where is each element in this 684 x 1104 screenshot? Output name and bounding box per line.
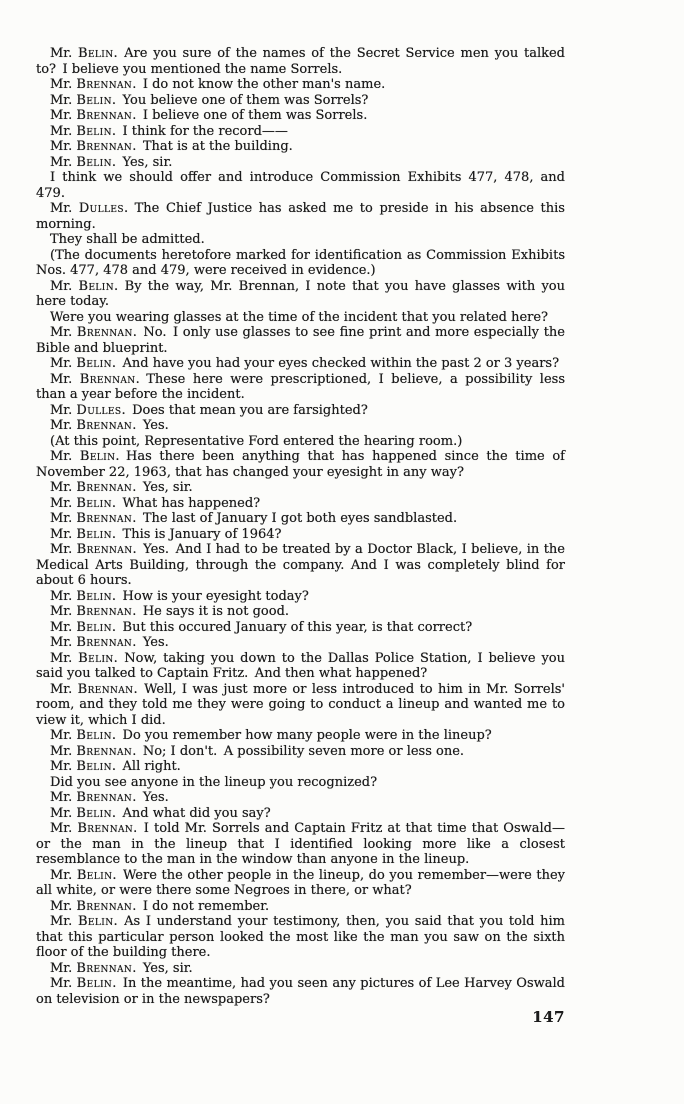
dialogue-text: (At this point, Representative Ford entered the hearing room.): [50, 433, 463, 449]
dialogue-text: Mr.: [50, 201, 79, 216]
transcript-paragraph: [36, 77, 565, 93]
dialogue-text: Mr.: [50, 278, 79, 294]
dialogue-text: . By the way, Mr. Brennan, I note that you have glasses with you here today.: [36, 278, 565, 309]
dialogue-text: . No. I only use glasses to see fine print and more especially the Bible and blueprint.: [36, 325, 565, 356]
dialogue-text: Mr.: [50, 526, 77, 542]
dialogue-text: Mr.: [50, 821, 78, 836]
dialogue-text: Mr.: [50, 604, 77, 619]
dialogue-text: . I believe one of them was Sorrels.: [132, 108, 368, 123]
dialogue-text: Mr.: [50, 867, 77, 883]
transcript-paragraph: [36, 46, 565, 77]
dialogue-text: Mr.: [50, 325, 77, 340]
speaker-name: Belin: [76, 356, 112, 371]
speaker-name: Brennan: [76, 960, 133, 976]
speaker-name: Brennan: [76, 325, 133, 340]
speaker-name: Brennan: [76, 743, 133, 759]
dialogue-text: . Are you sure of the names of the Secret Service men you talked to? I believe you mentioned the name Sorrels.: [36, 46, 565, 77]
dialogue-text: . Were the other people in the lineup, do you remember—were they all white, or were there some Negroes in there, or what?: [36, 867, 565, 898]
dialogue-text: . The last of January I got both eyes sandblasted.: [132, 511, 458, 526]
dialogue-text: Were you wearing glasses at the time of the incident that you related here?: [50, 309, 549, 325]
speaker-name: Belin: [76, 495, 112, 511]
speaker-name: Brennan: [76, 77, 133, 92]
transcript-paragraph: [36, 480, 565, 496]
speaker-name: Belin: [76, 619, 112, 635]
speaker-name: Belin: [76, 728, 112, 743]
transcript-paragraph: [36, 418, 565, 434]
dialogue-text: Mr.: [50, 681, 78, 697]
speaker-name: Belin: [76, 867, 113, 883]
speaker-name: Belin: [77, 914, 114, 929]
dialogue-text: Mr.: [50, 418, 77, 433]
dialogue-text: . This is January of 1964?: [111, 526, 282, 542]
speaker-name: Brennan: [79, 371, 136, 387]
dialogue-text: Mr.: [50, 77, 77, 92]
speaker-name: Brennan: [76, 790, 133, 805]
dialogue-text: . Now, taking you down to the Dallas Police Station, I believe you said you talked to Captain Fritz. And then what happened?: [36, 650, 565, 681]
transcript-paragraph: [36, 434, 565, 450]
dialogue-text: . I do not know the other man's name.: [132, 77, 386, 92]
transcript-paragraph: [36, 155, 565, 171]
speaker-name: Brennan: [76, 604, 133, 619]
dialogue-text: . Well, I was just more or less introduced to him in Mr. Sorrels' room, and they told me they were going to conduct a lineup and wanted me to view it, which I did.: [36, 681, 565, 728]
dialogue-text: . I think for the record——: [111, 123, 288, 139]
dialogue-text: Mr.: [50, 46, 78, 61]
speaker-name: Brennan: [76, 542, 133, 557]
transcript-paragraph: [36, 604, 565, 620]
speaker-name: Dulles: [76, 402, 122, 418]
dialogue-text: Mr.: [50, 790, 77, 805]
transcript-paragraph: [36, 651, 565, 682]
dialogue-text: Mr.: [50, 759, 77, 774]
dialogue-text: . I told Mr. Sorrels and Captain Fritz at that time that Oswald—or the man in the lineup that I identified looking more like a closest resemblance to the man in the window than anyone in the lineup.: [36, 821, 565, 867]
transcript-paragraph: [36, 620, 565, 636]
transcript-paragraph: [36, 914, 565, 961]
transcript-paragraph: [36, 744, 565, 760]
dialogue-text: . I do not remember.: [132, 898, 270, 914]
dialogue-text: Mr.: [50, 371, 80, 387]
transcript-paragraph: [36, 248, 565, 279]
transcript-paragraph: [36, 976, 565, 1007]
speaker-name: Brennan: [77, 681, 134, 697]
dialogue-text: Mr.: [50, 511, 77, 526]
dialogue-text: Mr.: [50, 108, 77, 123]
transcript-paragraph: [36, 635, 565, 651]
dialogue-text: Mr.: [50, 635, 77, 650]
dialogue-text: Mr.: [50, 728, 77, 743]
transcript-paragraph: [36, 108, 565, 124]
transcript-paragraph: [36, 759, 565, 775]
speaker-name: Dulles: [78, 201, 124, 216]
dialogue-text: . That is at the building.: [132, 139, 293, 154]
dialogue-text: . You believe one of them was Sorrels?: [111, 92, 369, 108]
dialogue-text: . He says it is not good.: [132, 604, 290, 619]
dialogue-text: Mr.: [50, 495, 77, 511]
dialogue-text: . All right.: [111, 759, 181, 774]
transcript-paragraph: [36, 728, 565, 744]
dialogue-text: Mr.: [50, 588, 77, 604]
dialogue-text: . Has there been anything that has happened since the time of November 22, 1963, that has changed your eyesight in any way?: [36, 449, 565, 480]
speaker-name: Belin: [76, 92, 112, 108]
speaker-name: Brennan: [76, 418, 133, 433]
speaker-name: Belin: [76, 154, 112, 170]
dialogue-text: . Yes, sir.: [132, 480, 193, 495]
transcript-paragraph: [36, 496, 565, 512]
speaker-name: Brennan: [76, 898, 133, 914]
transcript-paragraph: [36, 232, 565, 248]
transcript-paragraph: [36, 124, 565, 140]
speaker-name: Belin: [78, 278, 115, 294]
dialogue-text: . No; I don't. A possibility seven more or less one.: [132, 743, 465, 759]
dialogue-text: Mr.: [50, 542, 77, 557]
speaker-name: Belin: [79, 449, 116, 464]
speaker-name: Brennan: [76, 511, 133, 526]
dialogue-text: . The Chief Justice has asked me to preside in his absence this morning.: [36, 201, 565, 232]
transcript-paragraph: [36, 511, 565, 527]
transcript-paragraph: [36, 372, 565, 403]
transcript-paragraph: [36, 310, 565, 326]
dialogue-text: . What has happened?: [111, 495, 261, 511]
dialogue-text: Mr.: [50, 480, 77, 495]
dialogue-text: . These here were prescriptioned, I believe, a possibility less than a year before the incident.: [36, 371, 565, 402]
dialogue-text: . How is your eyesight today?: [111, 588, 309, 604]
dialogue-text: . Yes.: [132, 635, 169, 650]
dialogue-text: Mr.: [50, 619, 77, 635]
speaker-name: Brennan: [76, 108, 133, 123]
transcript-paragraph: [36, 527, 565, 543]
transcript-paragraph: [36, 682, 565, 729]
transcript: [36, 46, 565, 1007]
transcript-paragraph: [36, 170, 565, 201]
dialogue-text: Mr.: [50, 92, 77, 108]
transcript-paragraph: [36, 775, 565, 791]
transcript-paragraph: [36, 899, 565, 915]
dialogue-text: . And what did you say?: [111, 805, 271, 821]
dialogue-text: Mr.: [50, 976, 77, 991]
dialogue-text: . Yes.: [132, 790, 169, 805]
dialogue-text: Mr.: [50, 139, 77, 154]
speaker-name: Brennan: [76, 139, 133, 154]
dialogue-text: . Yes, sir.: [111, 154, 173, 170]
dialogue-text: . Yes, sir.: [132, 960, 193, 976]
dialogue-text: Mr.: [50, 402, 77, 418]
speaker-name: Belin: [76, 759, 112, 774]
speaker-name: Brennan: [76, 635, 133, 650]
dialogue-text: I think we should offer and introduce Commission Exhibits 477, 478, and 479.: [36, 170, 565, 201]
page-number: 147: [532, 1008, 565, 1026]
dialogue-text: . As I understand your testimony, then, you said that you told him that this particular person looked the most like the man you saw on the sixth floor of the building there.: [36, 914, 565, 960]
speaker-name: Belin: [76, 976, 113, 991]
dialogue-text: . Yes.: [132, 418, 169, 433]
speaker-name: Brennan: [76, 480, 133, 495]
transcript-paragraph: [36, 201, 565, 232]
transcript-paragraph: [36, 449, 565, 480]
transcript-paragraph: [36, 806, 565, 822]
transcript-paragraph: [36, 93, 565, 109]
transcript-paragraph: [36, 868, 565, 899]
dialogue-text: . And have you had your eyes checked within the past 2 or 3 years?: [111, 356, 560, 371]
transcript-paragraph: [36, 139, 565, 155]
dialogue-text: . But this occured January of this year, is that correct?: [111, 619, 473, 635]
transcript-paragraph: [36, 790, 565, 806]
speaker-name: Brennan: [77, 821, 134, 836]
dialogue-text: . Does that mean you are farsighted?: [121, 402, 368, 418]
dialogue-text: Mr.: [50, 960, 77, 976]
dialogue-text: Did you see anyone in the lineup you recognized?: [50, 774, 378, 790]
speaker-name: Belin: [76, 588, 112, 604]
transcript-paragraph: [36, 279, 565, 310]
dialogue-text: They shall be admitted.: [50, 232, 205, 247]
dialogue-text: Mr.: [50, 123, 77, 139]
transcript-paragraph: [36, 821, 565, 868]
dialogue-text: (The documents heretofore marked for identification as Commission Exhibits Nos. 477, 478 and 479, were received in evidence.): [36, 247, 565, 278]
dialogue-text: Mr.: [50, 356, 77, 371]
dialogue-text: Mr.: [50, 805, 77, 821]
dialogue-text: . Yes. And I had to be treated by a Doctor Black, I believe, in the Medical Arts Building, through the company. And I was completely blind for about 6 hours.: [36, 542, 565, 588]
dialogue-text: Mr.: [50, 650, 79, 666]
dialogue-text: . Do you remember how many people were in the lineup?: [111, 728, 492, 743]
transcript-paragraph: [36, 403, 565, 419]
dialogue-text: Mr.: [50, 898, 77, 914]
dialogue-text: Mr.: [50, 154, 77, 170]
dialogue-text: Mr.: [50, 449, 80, 464]
dialogue-text: Mr.: [50, 743, 77, 759]
transcript-paragraph: [36, 589, 565, 605]
speaker-name: Belin: [78, 46, 114, 61]
transcript-paragraph: [36, 542, 565, 589]
speaker-name: Belin: [78, 650, 114, 666]
transcript-paragraph: [36, 961, 565, 977]
dialogue-text: . In the meantime, had you seen any pictures of Lee Harvey Oswald on television or in the newspapers?: [36, 976, 565, 1007]
transcript-paragraph: [36, 356, 565, 372]
speaker-name: Belin: [76, 526, 112, 542]
speaker-name: Belin: [76, 123, 112, 139]
transcript-paragraph: [36, 325, 565, 356]
speaker-name: Belin: [76, 805, 112, 821]
dialogue-text: Mr.: [50, 914, 78, 929]
